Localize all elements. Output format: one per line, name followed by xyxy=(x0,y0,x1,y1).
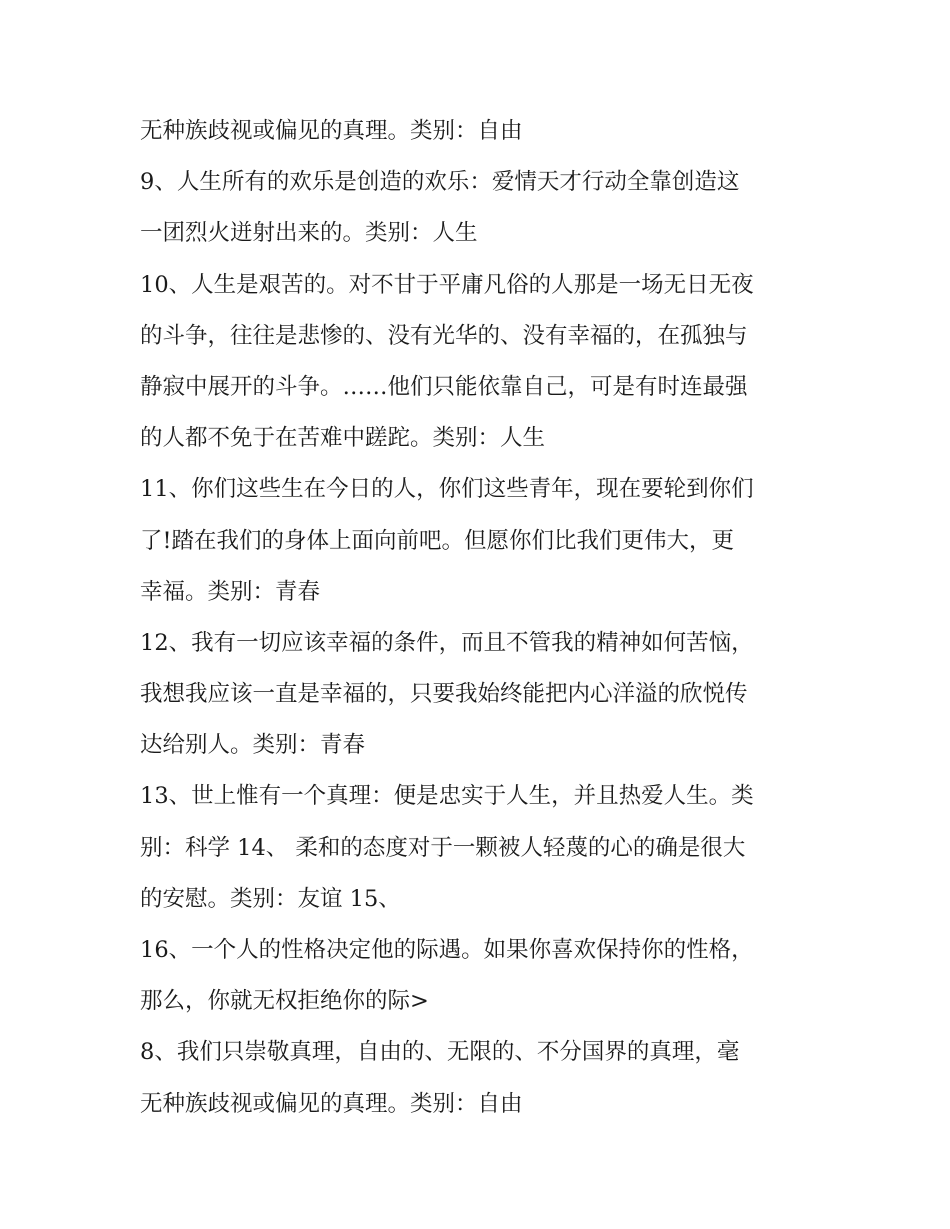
text-line: 无种族歧视或偏见的真理。类别：自由 xyxy=(140,118,523,144)
text-line: 的斗争，往往是悲惨的、没有光华的、没有幸福的，在孤独与 xyxy=(140,322,748,349)
text-line: 一团烈火迸射出来的。类别：人生 xyxy=(140,220,478,247)
text-line: 的安慰。类别：友谊 15、 xyxy=(140,885,401,912)
text-line: 8、我们只崇敬真理，自由的、无限的、不分国界的真理，毫 xyxy=(140,1039,740,1066)
text-line: 别：科学 14、 柔和的态度对于一颗被人轻蔑的心的确是很大 xyxy=(140,834,746,861)
text-line: 11、你们这些生在今日的人，你们这些青年，现在要轮到你们 xyxy=(140,476,754,503)
text-line: 9、人生所有的欢乐是创造的欢乐：爱情天才行动全靠创造这 xyxy=(140,169,740,196)
text-line: 13、世上惟有一个真理：便是忠实于人生，并且热爱人生。类 xyxy=(140,783,754,810)
document-body xyxy=(140,106,820,1130)
text-line: 那么，你就无权拒绝你的际> xyxy=(140,988,429,1015)
text-line: 静寂中展开的斗争。……他们只能依靠自己，可是有时连最强 xyxy=(140,373,748,400)
text-line: 达给别人。类别：青春 xyxy=(140,732,366,759)
text-line: 16、一个人的性格决定他的际遇。如果你喜欢保持你的性格， xyxy=(140,937,754,963)
text-line: 的人都不免于在苦难中蹉跎。类别：人生 xyxy=(140,425,546,452)
text-line: 我想我应该一直是幸福的，只要我始终能把内心洋溢的欣悦传 xyxy=(140,681,748,708)
text-line: 幸福。类别：青春 xyxy=(140,578,321,605)
text-line: 无种族歧视或偏见的真理。类别：自由 xyxy=(140,1090,523,1117)
text-line: 10、人生是艰苦的。对不甘于平庸凡俗的人那是一场无日无夜 xyxy=(140,271,754,298)
text-line: 了!踏在我们的身体上面向前吧。但愿你们比我们更伟大，更 xyxy=(140,527,735,554)
text-line: 12、我有一切应该幸福的条件，而且不管我的精神如何苦恼， xyxy=(140,629,754,656)
